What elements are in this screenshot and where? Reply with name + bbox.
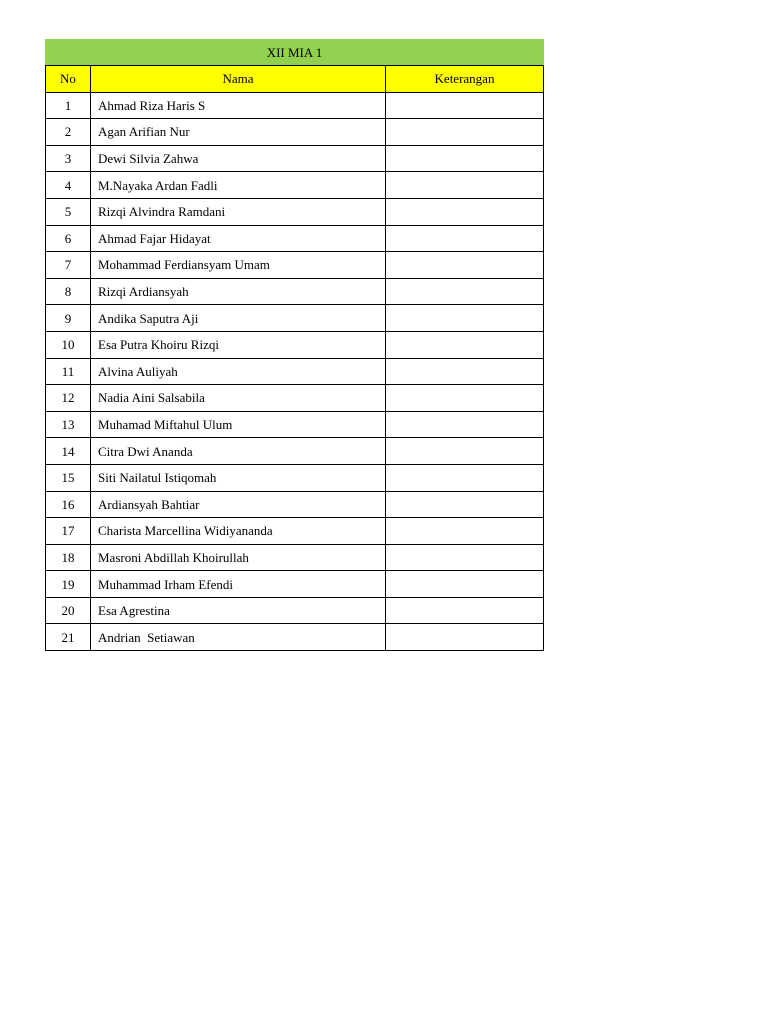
keterangan-cell <box>386 518 544 545</box>
keterangan-cell <box>386 225 544 252</box>
keterangan-cell <box>386 172 544 199</box>
student-name: Esa Putra Khoiru Rizqi <box>91 331 386 358</box>
student-name: Mohammad Ferdiansyam Umam <box>91 252 386 279</box>
student-name: Citra Dwi Ananda <box>91 438 386 465</box>
student-name: Rizqi Alvindra Ramdani <box>91 198 386 225</box>
table-row <box>46 145 544 172</box>
student-name: Ahmad Riza Haris S <box>91 92 386 119</box>
keterangan-cell <box>386 544 544 571</box>
keterangan-cell <box>386 252 544 279</box>
student-name: Nadia Aini Salsabila <box>91 385 386 412</box>
table-row <box>46 544 544 571</box>
row-number: 12 <box>46 385 91 412</box>
row-number: 21 <box>46 624 91 651</box>
row-number: 18 <box>46 544 91 571</box>
table-row <box>46 92 544 119</box>
row-number: 17 <box>46 518 91 545</box>
row-number: 9 <box>46 305 91 332</box>
keterangan-cell <box>386 597 544 624</box>
table-row <box>46 225 544 252</box>
student-name: Ardiansyah Bahtiar <box>91 491 386 518</box>
student-name: Alvina Auliyah <box>91 358 386 385</box>
row-number: 13 <box>46 411 91 438</box>
row-number: 5 <box>46 198 91 225</box>
keterangan-cell <box>386 385 544 412</box>
keterangan-cell <box>386 331 544 358</box>
student-name: Esa Agrestina <box>91 597 386 624</box>
keterangan-cell <box>386 624 544 651</box>
student-name: Charista Marcellina Widiyananda <box>91 518 386 545</box>
table-row <box>46 438 544 465</box>
student-name: Andika Saputra Aji <box>91 305 386 332</box>
keterangan-cell <box>386 119 544 146</box>
row-number: 15 <box>46 464 91 491</box>
table-row <box>46 172 544 199</box>
row-number: 16 <box>46 491 91 518</box>
keterangan-cell <box>386 464 544 491</box>
table-row <box>46 518 544 545</box>
student-name: M.Nayaka Ardan Fadli <box>91 172 386 199</box>
table-row <box>46 331 544 358</box>
row-number: 6 <box>46 225 91 252</box>
table-row <box>46 571 544 598</box>
row-number: 20 <box>46 597 91 624</box>
keterangan-cell <box>386 145 544 172</box>
row-number: 19 <box>46 571 91 598</box>
header-no: No <box>46 66 91 93</box>
keterangan-cell <box>386 278 544 305</box>
keterangan-cell <box>386 571 544 598</box>
row-number: 10 <box>46 331 91 358</box>
student-name: Muhammad Irham Efendi <box>91 571 386 598</box>
row-number: 8 <box>46 278 91 305</box>
student-name: Dewi Silvia Zahwa <box>91 145 386 172</box>
header-row <box>46 66 544 93</box>
table-row <box>46 597 544 624</box>
table-row <box>46 198 544 225</box>
table-row <box>46 624 544 651</box>
table-row <box>46 358 544 385</box>
class-title: XII MIA 1 <box>46 40 544 66</box>
row-number: 14 <box>46 438 91 465</box>
student-name: Andrian Setiawan <box>91 624 386 651</box>
student-name: Muhamad Miftahul Ulum <box>91 411 386 438</box>
keterangan-cell <box>386 411 544 438</box>
keterangan-cell <box>386 92 544 119</box>
row-number: 11 <box>46 358 91 385</box>
row-number: 4 <box>46 172 91 199</box>
table-row <box>46 491 544 518</box>
table-row <box>46 411 544 438</box>
row-number: 1 <box>46 92 91 119</box>
keterangan-cell <box>386 491 544 518</box>
keterangan-cell <box>386 305 544 332</box>
keterangan-cell <box>386 438 544 465</box>
student-name: Siti Nailatul Istiqomah <box>91 464 386 491</box>
keterangan-cell <box>386 198 544 225</box>
student-name: Masroni Abdillah Khoirullah <box>91 544 386 571</box>
student-name: Rizqi Ardiansyah <box>91 278 386 305</box>
table-row <box>46 464 544 491</box>
row-number: 2 <box>46 119 91 146</box>
student-name: Agan Arifian Nur <box>91 119 386 146</box>
keterangan-cell <box>386 358 544 385</box>
student-roster-table <box>45 39 544 651</box>
row-number: 7 <box>46 252 91 279</box>
header-nama: Nama <box>91 66 386 93</box>
table-row <box>46 252 544 279</box>
table-row <box>46 305 544 332</box>
row-number: 3 <box>46 145 91 172</box>
student-name: Ahmad Fajar Hidayat <box>91 225 386 252</box>
table-row <box>46 278 544 305</box>
header-keterangan: Keterangan <box>386 66 544 93</box>
table-row <box>46 385 544 412</box>
table-row <box>46 119 544 146</box>
title-row <box>46 40 544 66</box>
